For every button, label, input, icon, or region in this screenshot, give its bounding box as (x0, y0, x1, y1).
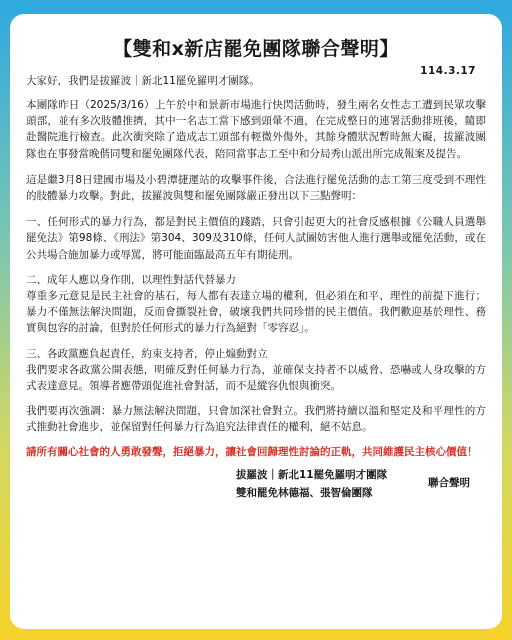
point-three-heading: 三、各政黨應負起責任，約束支持者，停止煽動對立 (26, 347, 268, 360)
statement-title: 【雙和x新店罷免團隊聯合聲明】 (113, 38, 399, 60)
signature-joint-label: 聯合聲明 (428, 476, 470, 489)
signature-teams (236, 466, 387, 502)
point-three-body: 我們要求各政黨公開表態，明確反對任何暴力行為，並確保支持者不以威脅、恐嚇或人身攻擊的方式表達意見。領導者應帶頭促進社會對話，而不是縱容仇恨與衝突。 (26, 363, 486, 393)
point-three (26, 346, 486, 395)
point-two (26, 272, 486, 337)
context-paragraph: 這是繼3月8日建國市場及小碧潭捷運站的攻擊事件後，合法進行罷免活動的志工第三度受到不理性的肢體暴力攻擊。對此，拔羅波與雙和罷免團隊嚴正發出以下三點聲明： (26, 173, 486, 203)
signature-line-1: 拔羅波｜新北11罷免羅明才團隊 (236, 468, 388, 481)
callout-text: 請所有關心社會的人勇敢發聲，拒絕暴力，讓社會回歸理性討論的正軌，共同維護民主核心價值！ (26, 445, 478, 458)
point-one (26, 214, 486, 263)
point-two-heading: 二、成年人應以身作則，以理性對話代替暴力 (26, 273, 236, 286)
point-two-body: 尊重多元意見是民主社會的基石，每人都有表達立場的權利，但必須在和平、理性的前提下進行；暴力不僅無法解決問題，反而會撕裂社會，破壞我們共同珍惜的民主價值。我們歡迎基於理性、務實與包容的討論，但對於任何形式的暴力行為絕對「零容忍」。 (26, 290, 486, 335)
point-one-body: 一、任何形式的暴力行為，都是對民主價值的踐踏，只會引起更大的社會反感根據《公職人員選舉罷免法》第98條、《刑法》第304、309及310條，任何人試圖妨害他人進行選舉或罷免活動，或在公共場合施加暴力或辱罵，將可能面臨最高五年有期徒刑。 (26, 216, 486, 261)
statement-card (10, 14, 502, 629)
closing-paragraph: 我們要再次強調：暴力無法解決問題，只會加深社會對立。我們將持續以溫和堅定及和平理性的方式推動社會進步，並保留對任何暴力行為追究法律責任的權利，絕不姑息。 (26, 405, 486, 434)
incident-paragraph: 本團隊昨日（2025/3/16）上午於中和景新市場進行快閃活動時，發生兩名女性志工遭到民眾攻擊頭部，並有多次肢體推擠，其中一名志工當下感到頭暈不適，在完成整日的連署活動排班後，隨即赴醫院進行檢查。此次衝突除了造成志工頭部有輕微外傷外，其餘身體狀況暫時無大礙，拔羅波團隊也在事發當晚偕同雙和罷免團隊代表，陪同當事志工至中和分局秀山派出所完成報案及提告。 (26, 99, 486, 160)
greeting-row (26, 65, 486, 97)
statement-date: 114.3.17 (420, 65, 476, 77)
signature-block (26, 466, 486, 508)
signature-line-2: 雙和罷免林德福、張智倫團隊 (236, 486, 373, 499)
greeting-text: 大家好，我們是拔羅波｜新北11罷免羅明才團隊。 (26, 75, 260, 87)
